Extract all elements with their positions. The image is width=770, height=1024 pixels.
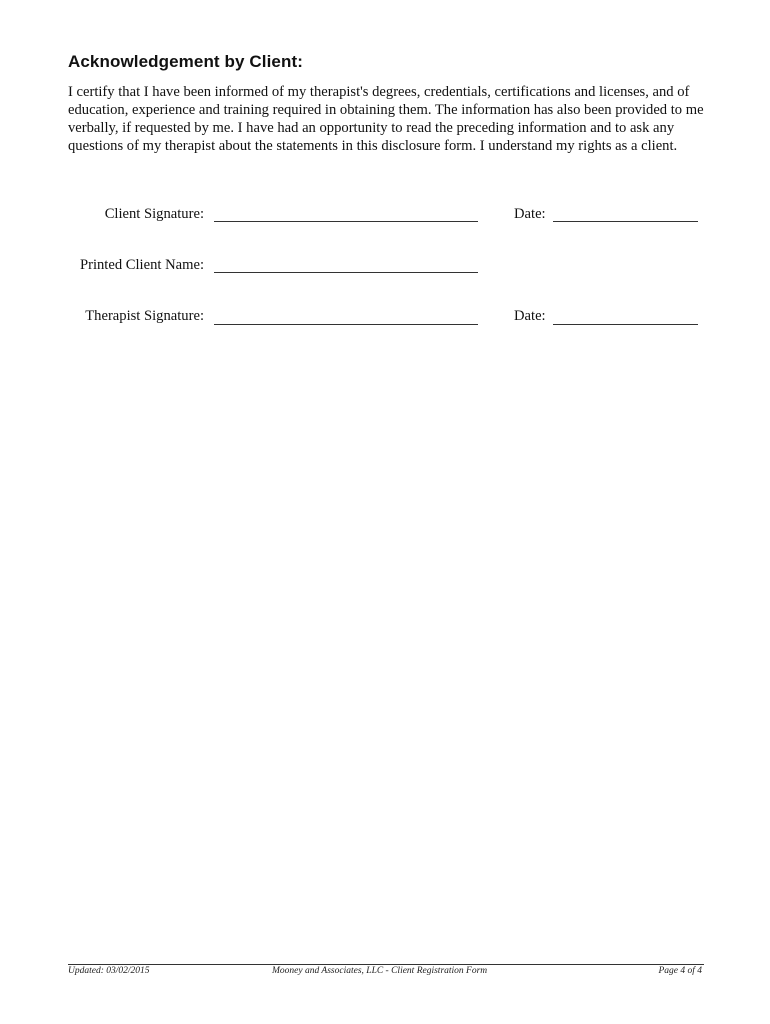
therapist-date-field[interactable] — [553, 324, 698, 325]
therapist-date-label: Date: — [514, 308, 546, 324]
printed-name-label: Printed Client Name: — [79, 257, 204, 273]
printed-name-field[interactable] — [214, 272, 478, 273]
client-signature-field[interactable] — [214, 221, 478, 222]
acknowledgement-statement: I certify that I have been informed of my therapist's degrees, credentials, certifications and licenses, and of education, experience and training required in obtaining them. The information has also been provided to me verbally, if requested by me. I have had an opportunity to read the preceding information and to ask any questions of my therapist about the statements in this disclosure form. I understand my rights as a client. — [68, 84, 704, 154]
footer-divider — [68, 964, 704, 965]
therapist-signature-field[interactable] — [214, 324, 478, 325]
client-signature-label: Client Signature: — [104, 206, 204, 222]
therapist-signature-label: Therapist Signature: — [85, 308, 204, 324]
footer-page-number: Page 4 of 4 — [658, 966, 702, 976]
client-date-field[interactable] — [553, 221, 698, 222]
client-date-label: Date: — [514, 206, 546, 222]
section-heading: Acknowledgement by Client: — [68, 52, 303, 71]
footer-updated-date: Updated: 03/02/2015 — [68, 966, 150, 976]
footer-form-title: Mooney and Associates, LLC - Client Registration Form — [272, 966, 488, 976]
